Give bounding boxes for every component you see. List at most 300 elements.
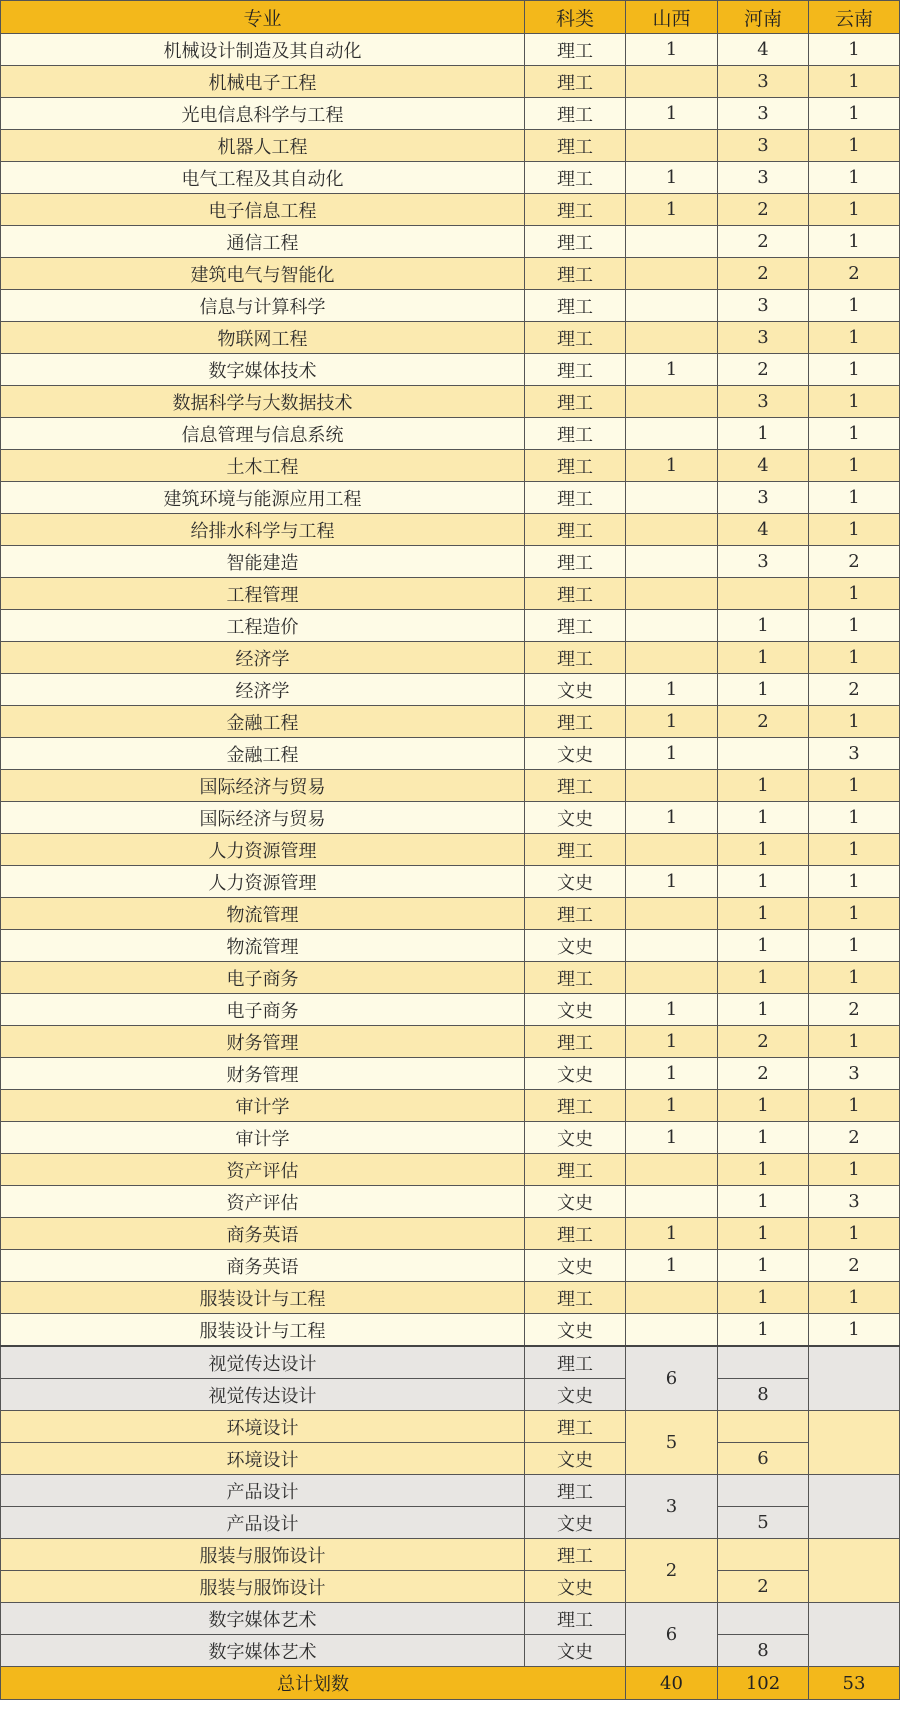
total-row [1,1667,900,1700]
table-row [1,770,900,802]
cell-category: 理工 [525,1346,626,1379]
cell-yunnan: 1 [809,610,900,642]
cell-major: 产品设计 [1,1475,525,1507]
cell-major: 信息管理与信息系统 [1,418,525,450]
cell-category: 文史 [525,1635,626,1667]
cell-yunnan: 1 [809,866,900,898]
cell-shanxi: 1 [626,674,718,706]
cell-yunnan: 1 [809,418,900,450]
cell-major: 商务英语 [1,1218,525,1250]
cell-shanxi: 1 [626,866,718,898]
table-row [1,290,900,322]
cell-major: 机器人工程 [1,130,525,162]
cell-shanxi [626,834,718,866]
cell-category: 文史 [525,1507,626,1539]
cell-yunnan: 1 [809,290,900,322]
cell-shanxi [626,258,718,290]
cell-major: 财务管理 [1,1058,525,1090]
cell-yunnan: 1 [809,930,900,962]
cell-category: 理工 [525,1539,626,1571]
cell-shanxi-merged: 6 [626,1603,718,1667]
cell-category: 理工 [525,1603,626,1635]
table-row [1,386,900,418]
cell-henan: 1 [718,802,809,834]
cell-henan: 4 [718,450,809,482]
cell-major: 环境设计 [1,1443,525,1475]
art-table-row [1,1603,900,1635]
art-table-row [1,1475,900,1507]
cell-category: 理工 [525,578,626,610]
cell-major: 物流管理 [1,898,525,930]
cell-henan: 6 [718,1443,809,1475]
table-row [1,130,900,162]
cell-major: 服装与服饰设计 [1,1539,525,1571]
header-yunnan: 云南 [809,1,900,34]
cell-henan: 1 [718,1154,809,1186]
cell-major: 服装设计与工程 [1,1314,525,1347]
cell-major: 电子商务 [1,962,525,994]
table-row [1,258,900,290]
cell-major: 智能建造 [1,546,525,578]
total-shanxi: 40 [626,1667,718,1700]
header-shanxi: 山西 [626,1,718,34]
table-row [1,1250,900,1282]
cell-henan: 2 [718,226,809,258]
total-label: 总计划数 [1,1667,626,1700]
table-row [1,834,900,866]
table-row [1,866,900,898]
cell-henan: 3 [718,386,809,418]
cell-shanxi [626,962,718,994]
cell-category: 理工 [525,450,626,482]
table-row [1,322,900,354]
cell-yunnan-merged [809,1603,900,1667]
cell-category: 理工 [525,642,626,674]
table-row [1,898,900,930]
cell-yunnan-merged [809,1539,900,1603]
cell-category: 理工 [525,834,626,866]
cell-henan: 1 [718,1218,809,1250]
header-major: 专业 [1,1,525,34]
cell-category: 理工 [525,1411,626,1443]
table-row [1,482,900,514]
art-table-row [1,1507,900,1539]
cell-henan: 3 [718,98,809,130]
cell-major: 审计学 [1,1090,525,1122]
table-row [1,450,900,482]
cell-yunnan: 1 [809,130,900,162]
table-row [1,994,900,1026]
cell-major: 国际经济与贸易 [1,770,525,802]
cell-category: 文史 [525,802,626,834]
cell-shanxi [626,578,718,610]
cell-major: 数字媒体艺术 [1,1635,525,1667]
cell-shanxi-merged: 3 [626,1475,718,1539]
cell-major: 服装与服饰设计 [1,1571,525,1603]
cell-shanxi [626,546,718,578]
cell-shanxi: 1 [626,1090,718,1122]
cell-yunnan: 1 [809,482,900,514]
cell-yunnan: 1 [809,1154,900,1186]
cell-yunnan: 1 [809,962,900,994]
cell-henan [718,1539,809,1571]
table-row [1,642,900,674]
header-row [1,1,900,34]
art-table-row [1,1346,900,1379]
cell-yunnan-merged [809,1475,900,1539]
cell-major: 工程管理 [1,578,525,610]
cell-major: 人力资源管理 [1,866,525,898]
table-row [1,1122,900,1154]
cell-henan: 2 [718,1571,809,1603]
cell-henan: 1 [718,1282,809,1314]
table-row [1,546,900,578]
cell-henan: 1 [718,834,809,866]
cell-henan: 1 [718,866,809,898]
cell-category: 文史 [525,674,626,706]
art-table-row [1,1443,900,1475]
cell-shanxi [626,514,718,546]
cell-category: 理工 [525,290,626,322]
cell-yunnan: 1 [809,1218,900,1250]
cell-major: 光电信息科学与工程 [1,98,525,130]
cell-shanxi: 1 [626,1122,718,1154]
cell-henan: 1 [718,770,809,802]
cell-shanxi: 1 [626,802,718,834]
cell-major: 人力资源管理 [1,834,525,866]
cell-shanxi [626,130,718,162]
cell-major: 经济学 [1,674,525,706]
cell-shanxi [626,386,718,418]
cell-henan: 4 [718,34,809,66]
cell-major: 机械设计制造及其自动化 [1,34,525,66]
cell-yunnan: 3 [809,1186,900,1218]
cell-shanxi: 1 [626,706,718,738]
cell-yunnan: 1 [809,514,900,546]
cell-henan: 2 [718,1058,809,1090]
cell-major: 环境设计 [1,1411,525,1443]
cell-category: 理工 [525,34,626,66]
cell-major: 金融工程 [1,738,525,770]
cell-henan: 3 [718,290,809,322]
cell-henan: 2 [718,1026,809,1058]
cell-yunnan: 2 [809,674,900,706]
cell-henan: 3 [718,66,809,98]
cell-henan [718,1475,809,1507]
cell-shanxi [626,1282,718,1314]
cell-henan: 2 [718,194,809,226]
cell-shanxi [626,226,718,258]
cell-yunnan-merged [809,1411,900,1475]
cell-shanxi [626,66,718,98]
cell-major: 电气工程及其自动化 [1,162,525,194]
cell-major: 数据科学与大数据技术 [1,386,525,418]
cell-major: 经济学 [1,642,525,674]
table-row [1,514,900,546]
cell-major: 国际经济与贸易 [1,802,525,834]
cell-henan: 5 [718,1507,809,1539]
cell-category: 理工 [525,354,626,386]
cell-yunnan: 2 [809,1250,900,1282]
table-row [1,66,900,98]
cell-major: 商务英语 [1,1250,525,1282]
total-henan: 102 [718,1667,809,1700]
cell-henan: 1 [718,1186,809,1218]
cell-yunnan: 1 [809,1026,900,1058]
cell-yunnan: 1 [809,450,900,482]
cell-henan: 1 [718,1314,809,1347]
cell-yunnan: 1 [809,354,900,386]
cell-category: 文史 [525,1250,626,1282]
table-row [1,194,900,226]
cell-category: 理工 [525,386,626,418]
cell-henan [718,1346,809,1379]
cell-yunnan: 3 [809,1058,900,1090]
cell-category: 理工 [525,66,626,98]
cell-shanxi [626,1154,718,1186]
cell-henan: 3 [718,130,809,162]
cell-yunnan: 3 [809,738,900,770]
table-row [1,962,900,994]
cell-shanxi-merged: 5 [626,1411,718,1475]
cell-henan: 8 [718,1635,809,1667]
cell-shanxi [626,898,718,930]
cell-henan: 3 [718,546,809,578]
cell-yunnan: 1 [809,226,900,258]
cell-category: 理工 [525,130,626,162]
cell-shanxi [626,322,718,354]
cell-shanxi [626,290,718,322]
cell-yunnan: 2 [809,546,900,578]
cell-henan: 1 [718,898,809,930]
table-row [1,674,900,706]
cell-major: 金融工程 [1,706,525,738]
table-row [1,930,900,962]
cell-category: 理工 [525,770,626,802]
cell-henan: 1 [718,1090,809,1122]
cell-category: 理工 [525,1218,626,1250]
cell-category: 文史 [525,930,626,962]
total-yunnan: 53 [809,1667,900,1700]
cell-henan [718,1603,809,1635]
cell-yunnan: 1 [809,1314,900,1347]
cell-henan: 3 [718,482,809,514]
art-table-row [1,1379,900,1411]
table-row [1,1058,900,1090]
cell-yunnan: 2 [809,258,900,290]
cell-yunnan: 1 [809,66,900,98]
cell-category: 文史 [525,1379,626,1411]
cell-category: 理工 [525,1475,626,1507]
cell-category: 文史 [525,866,626,898]
cell-henan: 1 [718,930,809,962]
cell-category: 理工 [525,962,626,994]
cell-major: 产品设计 [1,1507,525,1539]
cell-category: 理工 [525,322,626,354]
cell-category: 理工 [525,194,626,226]
cell-category: 理工 [525,258,626,290]
cell-henan: 1 [718,994,809,1026]
cell-major: 资产评估 [1,1154,525,1186]
cell-category: 理工 [525,610,626,642]
cell-henan: 2 [718,706,809,738]
table-row [1,34,900,66]
cell-shanxi: 1 [626,1218,718,1250]
cell-major: 工程造价 [1,610,525,642]
cell-henan: 3 [718,162,809,194]
cell-major: 土木工程 [1,450,525,482]
cell-yunnan: 1 [809,1282,900,1314]
cell-major: 数字媒体艺术 [1,1603,525,1635]
table-row [1,578,900,610]
table-row [1,162,900,194]
cell-shanxi [626,610,718,642]
cell-yunnan: 1 [809,802,900,834]
cell-henan: 2 [718,258,809,290]
cell-category: 文史 [525,994,626,1026]
cell-shanxi-merged: 2 [626,1539,718,1603]
cell-shanxi: 1 [626,994,718,1026]
table-row [1,706,900,738]
cell-henan: 1 [718,418,809,450]
cell-henan: 2 [718,354,809,386]
cell-major: 物联网工程 [1,322,525,354]
cell-major: 物流管理 [1,930,525,962]
cell-henan: 1 [718,642,809,674]
cell-category: 理工 [525,514,626,546]
cell-shanxi [626,1314,718,1347]
cell-major: 视觉传达设计 [1,1379,525,1411]
cell-yunnan: 1 [809,706,900,738]
cell-shanxi: 1 [626,450,718,482]
table-row [1,418,900,450]
cell-category: 文史 [525,1122,626,1154]
cell-major: 建筑环境与能源应用工程 [1,482,525,514]
cell-shanxi [626,642,718,674]
cell-yunnan: 1 [809,194,900,226]
cell-yunnan-merged [809,1346,900,1411]
art-table-row [1,1539,900,1571]
cell-major: 电子商务 [1,994,525,1026]
cell-shanxi [626,770,718,802]
cell-yunnan: 1 [809,322,900,354]
cell-henan: 1 [718,1250,809,1282]
table-row [1,226,900,258]
cell-shanxi: 1 [626,738,718,770]
cell-major: 机械电子工程 [1,66,525,98]
cell-henan [718,738,809,770]
table-row [1,1186,900,1218]
art-table-row [1,1635,900,1667]
cell-yunnan: 1 [809,162,900,194]
cell-major: 服装设计与工程 [1,1282,525,1314]
cell-henan: 8 [718,1379,809,1411]
cell-major: 通信工程 [1,226,525,258]
cell-category: 文史 [525,738,626,770]
cell-shanxi-merged: 6 [626,1346,718,1411]
cell-yunnan: 1 [809,98,900,130]
cell-category: 文史 [525,1571,626,1603]
table-row [1,1218,900,1250]
cell-category: 理工 [525,546,626,578]
cell-category: 理工 [525,98,626,130]
cell-henan: 1 [718,610,809,642]
cell-henan [718,578,809,610]
table-row [1,1090,900,1122]
cell-shanxi: 1 [626,194,718,226]
cell-major: 财务管理 [1,1026,525,1058]
table-row [1,354,900,386]
cell-category: 理工 [525,1282,626,1314]
cell-category: 理工 [525,898,626,930]
cell-henan [718,1411,809,1443]
header-henan: 河南 [718,1,809,34]
cell-shanxi: 1 [626,354,718,386]
cell-shanxi: 1 [626,98,718,130]
cell-category: 文史 [525,1314,626,1347]
cell-shanxi: 1 [626,1250,718,1282]
cell-shanxi: 1 [626,34,718,66]
table-row [1,1026,900,1058]
cell-category: 文史 [525,1186,626,1218]
cell-shanxi [626,930,718,962]
cell-category: 理工 [525,706,626,738]
cell-yunnan: 2 [809,994,900,1026]
cell-henan: 1 [718,674,809,706]
cell-category: 理工 [525,418,626,450]
cell-major: 给排水科学与工程 [1,514,525,546]
cell-major: 审计学 [1,1122,525,1154]
cell-major: 电子信息工程 [1,194,525,226]
cell-major: 数字媒体技术 [1,354,525,386]
cell-yunnan: 1 [809,642,900,674]
cell-yunnan: 1 [809,770,900,802]
cell-category: 理工 [525,482,626,514]
cell-shanxi [626,1186,718,1218]
table-row [1,1314,900,1347]
table-row [1,610,900,642]
cell-category: 理工 [525,162,626,194]
art-table-row [1,1411,900,1443]
cell-henan: 1 [718,962,809,994]
cell-shanxi: 1 [626,1058,718,1090]
table-row [1,1282,900,1314]
cell-henan: 4 [718,514,809,546]
cell-yunnan: 1 [809,898,900,930]
cell-yunnan: 1 [809,34,900,66]
header-category: 科类 [525,1,626,34]
cell-major: 资产评估 [1,1186,525,1218]
art-table-row [1,1571,900,1603]
cell-yunnan: 1 [809,834,900,866]
cell-category: 文史 [525,1443,626,1475]
cell-major: 建筑电气与智能化 [1,258,525,290]
cell-major: 视觉传达设计 [1,1346,525,1379]
cell-major: 信息与计算科学 [1,290,525,322]
cell-yunnan: 1 [809,578,900,610]
cell-shanxi: 1 [626,1026,718,1058]
cell-category: 理工 [525,1090,626,1122]
cell-yunnan: 1 [809,386,900,418]
table-body [1,34,900,1667]
cell-henan: 3 [718,322,809,354]
cell-shanxi: 1 [626,162,718,194]
cell-shanxi [626,482,718,514]
cell-category: 文史 [525,1058,626,1090]
table-row [1,1154,900,1186]
cell-henan: 1 [718,1122,809,1154]
cell-yunnan: 2 [809,1122,900,1154]
